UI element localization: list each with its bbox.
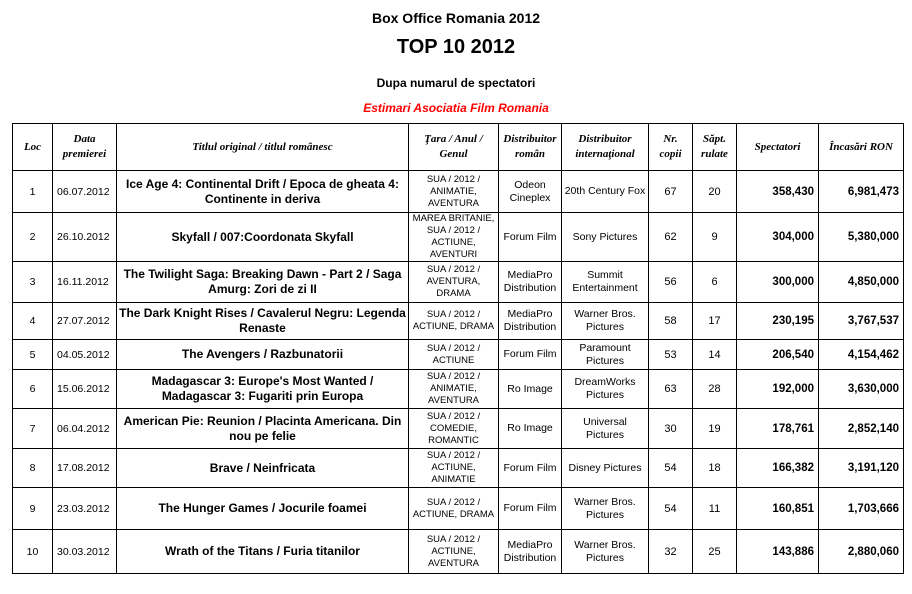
cell-distributor-ro: Forum Film [499,213,562,262]
table-row [13,370,904,409]
document-subtitle: TOP 10 2012 [396,36,516,58]
table-header-row [13,124,904,171]
cell-spectators: 178,761 [737,409,819,449]
cell-copies: 58 [649,303,693,340]
cell-weeks: 6 [693,262,737,303]
cell-release-date: 04.05.2012 [53,340,117,370]
cell-revenue: 5,380,000 [819,213,904,262]
cell-weeks: 17 [693,303,737,340]
table-row [13,530,904,574]
cell-distributor-ro: MediaPro Distribution [499,262,562,303]
cell-copies: 53 [649,340,693,370]
cell-weeks: 9 [693,213,737,262]
cell-film-title: The Avengers / Razbunatorii [117,340,409,370]
cell-distributor-int: 20th Century Fox [562,171,649,213]
cell-distributor-ro: MediaPro Distribution [499,530,562,574]
cell-revenue: 2,880,060 [819,530,904,574]
cell-weeks: 20 [693,171,737,213]
cell-copies: 62 [649,213,693,262]
cell-country-year-genre: SUA / 2012 / ACTIUNE, DRAMA [409,303,499,340]
cell-release-date: 26.10.2012 [53,213,117,262]
cell-film-title: Ice Age 4: Continental Drift / Epoca de gheata 4: Continente in deriva [117,171,409,213]
cell-release-date: 15.06.2012 [53,370,117,409]
document-title: Box Office Romania 2012 [371,10,541,26]
cell-spectators: 143,886 [737,530,819,574]
table-row [13,303,904,340]
cell-revenue: 1,703,666 [819,488,904,530]
cell-distributor-ro: Ro Image [499,370,562,409]
cell-weeks: 19 [693,409,737,449]
table-row [13,213,904,262]
cell-distributor-int: Summit Entertainment [562,262,649,303]
cell-distributor-ro: Forum Film [499,449,562,488]
cell-copies: 67 [649,171,693,213]
cell-distributor-int: Warner Bros. Pictures [562,303,649,340]
cell-distributor-int: Disney Pictures [562,449,649,488]
table-row [13,262,904,303]
cell-copies: 54 [649,488,693,530]
cell-loc: 1 [13,171,53,213]
col-header-distributor-ro: Distribuitor român [499,124,562,171]
cell-release-date: 23.03.2012 [53,488,117,530]
cell-spectators: 358,430 [737,171,819,213]
cell-country-year-genre: SUA / 2012 / ACTIUNE, ANIMATIE [409,449,499,488]
cell-country-year-genre: SUA / 2012 / ACTIUNE, DRAMA [409,488,499,530]
col-header-date: Data premierei [53,124,117,171]
cell-loc: 8 [13,449,53,488]
col-header-revenue: Încasări RON [819,124,904,171]
cell-distributor-int: Warner Bros. Pictures [562,530,649,574]
cell-spectators: 192,000 [737,370,819,409]
cell-film-title: Brave / Neinfricata [117,449,409,488]
cell-distributor-int: DreamWorks Pictures [562,370,649,409]
cell-revenue: 6,981,473 [819,171,904,213]
cell-loc: 5 [13,340,53,370]
cell-loc: 10 [13,530,53,574]
cell-revenue: 3,630,000 [819,370,904,409]
cell-copies: 63 [649,370,693,409]
table-body [13,171,904,574]
box-office-table [12,123,904,574]
cell-distributor-ro: Forum Film [499,340,562,370]
cell-country-year-genre: SUA / 2012 / COMEDIE, ROMANTIC [409,409,499,449]
cell-country-year-genre: SUA / 2012 / ACTIUNE, AVENTURA [409,530,499,574]
cell-weeks: 14 [693,340,737,370]
cell-weeks: 28 [693,370,737,409]
cell-country-year-genre: SUA / 2012 / ACTIUNE [409,340,499,370]
cell-distributor-ro: Ro Image [499,409,562,449]
col-header-spectators: Spectatori [737,124,819,171]
cell-weeks: 18 [693,449,737,488]
col-header-country: Ţara / Anul / Genul [409,124,499,171]
col-header-title: Titlul original / titlul românesc [117,124,409,171]
col-header-copies: Nr. copii [649,124,693,171]
cell-film-title: Madagascar 3: Europe's Most Wanted / Madagascar 3: Fugariti prin Europa [117,370,409,409]
table-row [13,488,904,530]
cell-film-title: American Pie: Reunion / Placinta Americana. Din nou pe felie [117,409,409,449]
cell-spectators: 230,195 [737,303,819,340]
cell-revenue: 3,191,120 [819,449,904,488]
cell-spectators: 304,000 [737,213,819,262]
cell-loc: 4 [13,303,53,340]
cell-spectators: 300,000 [737,262,819,303]
table-row [13,171,904,213]
cell-release-date: 06.07.2012 [53,171,117,213]
cell-spectators: 166,382 [737,449,819,488]
cell-spectators: 160,851 [737,488,819,530]
col-header-distributor-int: Distribuitor internaţional [562,124,649,171]
table-row [13,340,904,370]
cell-copies: 30 [649,409,693,449]
cell-film-title: Wrath of the Titans / Furia titanilor [117,530,409,574]
cell-copies: 56 [649,262,693,303]
cell-copies: 54 [649,449,693,488]
data-source-note: Estimari Asociatia Film Romania [363,101,549,115]
cell-film-title: The Hunger Games / Jocurile foamei [117,488,409,530]
col-header-loc: Loc [13,124,53,171]
table-row [13,409,904,449]
cell-copies: 32 [649,530,693,574]
cell-weeks: 11 [693,488,737,530]
cell-distributor-int: Warner Bros. Pictures [562,488,649,530]
cell-spectators: 206,540 [737,340,819,370]
cell-country-year-genre: SUA / 2012 / ANIMATIE, AVENTURA [409,370,499,409]
cell-loc: 2 [13,213,53,262]
cell-release-date: 30.03.2012 [53,530,117,574]
cell-release-date: 17.08.2012 [53,449,117,488]
cell-country-year-genre: SUA / 2012 / ANIMATIE, AVENTURA [409,171,499,213]
cell-revenue: 4,154,462 [819,340,904,370]
col-header-weeks: Săpt. rulate [693,124,737,171]
cell-film-title: Skyfall / 007:Coordonata Skyfall [117,213,409,262]
cell-loc: 6 [13,370,53,409]
cell-distributor-ro: Forum Film [499,488,562,530]
cell-distributor-int: Universal Pictures [562,409,649,449]
cell-distributor-ro: Odeon Cineplex [499,171,562,213]
table-row [13,449,904,488]
ranking-criteria: Dupa numarul de spectatori [376,76,536,90]
cell-release-date: 16.11.2012 [53,262,117,303]
cell-revenue: 4,850,000 [819,262,904,303]
cell-release-date: 27.07.2012 [53,303,117,340]
cell-distributor-int: Paramount Pictures [562,340,649,370]
cell-distributor-int: Sony Pictures [562,213,649,262]
cell-weeks: 25 [693,530,737,574]
cell-loc: 3 [13,262,53,303]
cell-release-date: 06.04.2012 [53,409,117,449]
cell-country-year-genre: SUA / 2012 / AVENTURA, DRAMA [409,262,499,303]
cell-country-year-genre: MAREA BRITANIE, SUA / 2012 / ACTIUNE, AVENTURI [409,213,499,262]
cell-film-title: The Dark Knight Rises / Cavalerul Negru: Legenda Renaste [117,303,409,340]
cell-loc: 9 [13,488,53,530]
cell-revenue: 3,767,537 [819,303,904,340]
cell-revenue: 2,852,140 [819,409,904,449]
cell-film-title: The Twilight Saga: Breaking Dawn - Part 2 / Saga Amurg: Zori de zi II [117,262,409,303]
cell-distributor-ro: MediaPro Distribution [499,303,562,340]
cell-loc: 7 [13,409,53,449]
